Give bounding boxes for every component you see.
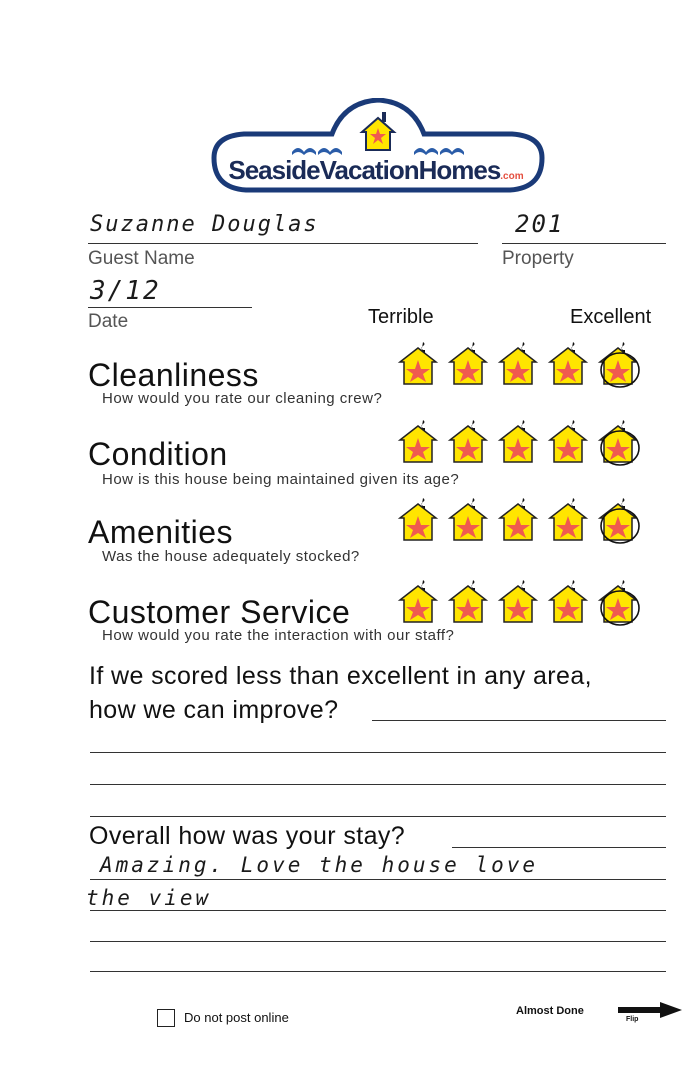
flip-label: Flip: [626, 1016, 639, 1023]
rating-stars-amenities: [397, 496, 640, 544]
improve-answer-line-4: [90, 816, 666, 817]
rating-title-amenities: Amenities: [88, 514, 233, 550]
rating-house-icon[interactable]: [547, 340, 590, 388]
property-value: 201: [515, 210, 565, 238]
logo-wordmark: [204, 150, 548, 190]
logo-wordmark-text: SeasideVacationHomes: [228, 155, 501, 185]
rating-stars-customer-service: [397, 578, 640, 626]
property-line: [502, 243, 666, 244]
improve-answer-line-3: [90, 784, 666, 785]
rating-question-condition: How is this house being maintained given its age?: [102, 471, 460, 488]
improve-prompt-line2: how we can improve?: [89, 696, 339, 724]
rating-house-icon[interactable]: [597, 340, 640, 388]
rating-house-icon[interactable]: [447, 578, 490, 626]
rating-house-icon[interactable]: [397, 418, 440, 466]
scale-high-label: Excellent: [570, 306, 652, 328]
almost-done-label: Almost Done: [516, 1005, 584, 1017]
do-not-post-label: Do not post online: [184, 1010, 289, 1025]
rating-house-icon[interactable]: [597, 418, 640, 466]
rating-title-condition: Condition: [88, 436, 228, 472]
rating-house-icon[interactable]: [497, 578, 540, 626]
rating-title-customer-service: Customer Service: [88, 594, 351, 630]
overall-answer-line-4: [90, 941, 666, 942]
do-not-post-checkbox[interactable]: [157, 1009, 175, 1027]
overall-prompt: Overall how was your stay?: [89, 822, 406, 850]
rating-title-cleanliness: Cleanliness: [88, 357, 259, 393]
rating-house-icon[interactable]: [597, 578, 640, 626]
rating-house-icon[interactable]: [547, 578, 590, 626]
improve-answer-line-1: [372, 720, 666, 721]
rating-house-icon[interactable]: [547, 418, 590, 466]
property-label: Property: [502, 248, 574, 269]
overall-answer-line-3: [90, 910, 666, 911]
date-value: 3/12: [90, 276, 161, 306]
rating-house-icon[interactable]: [497, 340, 540, 388]
rating-house-icon[interactable]: [447, 496, 490, 544]
rating-house-icon[interactable]: [447, 418, 490, 466]
overall-answer-line-1: [452, 847, 666, 848]
overall-answer-line-5: [90, 971, 666, 972]
rating-house-icon[interactable]: [397, 496, 440, 544]
improve-answer-line-2: [90, 752, 666, 753]
scale-low-label: Terrible: [368, 306, 434, 328]
rating-house-icon[interactable]: [397, 340, 440, 388]
rating-stars-cleanliness: [397, 340, 640, 388]
rating-house-icon[interactable]: [447, 340, 490, 388]
rating-question-cleanliness: How would you rate our cleaning crew?: [102, 390, 383, 407]
rating-question-customer-service: How would you rate the interaction with our staff?: [102, 627, 455, 644]
rating-house-icon[interactable]: [497, 418, 540, 466]
overall-answer-line2: the view: [86, 886, 212, 910]
rating-house-icon[interactable]: [497, 496, 540, 544]
improve-prompt-line1: If we scored less than excellent in any area,: [89, 662, 592, 690]
rating-stars-condition: [397, 418, 640, 466]
overall-answer-line-2: [90, 879, 666, 880]
guest-name-line: [88, 243, 478, 244]
date-line: [88, 307, 252, 308]
rating-question-amenities: Was the house adequately stocked?: [102, 548, 360, 565]
date-label: Date: [88, 311, 129, 332]
rating-house-icon[interactable]: [597, 496, 640, 544]
rating-house-icon[interactable]: [547, 496, 590, 544]
guest-name-label: Guest Name: [88, 248, 195, 269]
logo-wordmark-suffix: .com: [500, 171, 524, 182]
rating-house-icon[interactable]: [397, 578, 440, 626]
overall-answer-line1: Amazing. Love the house love: [100, 853, 539, 877]
guest-name-value: Suzanne Douglas: [90, 212, 319, 237]
